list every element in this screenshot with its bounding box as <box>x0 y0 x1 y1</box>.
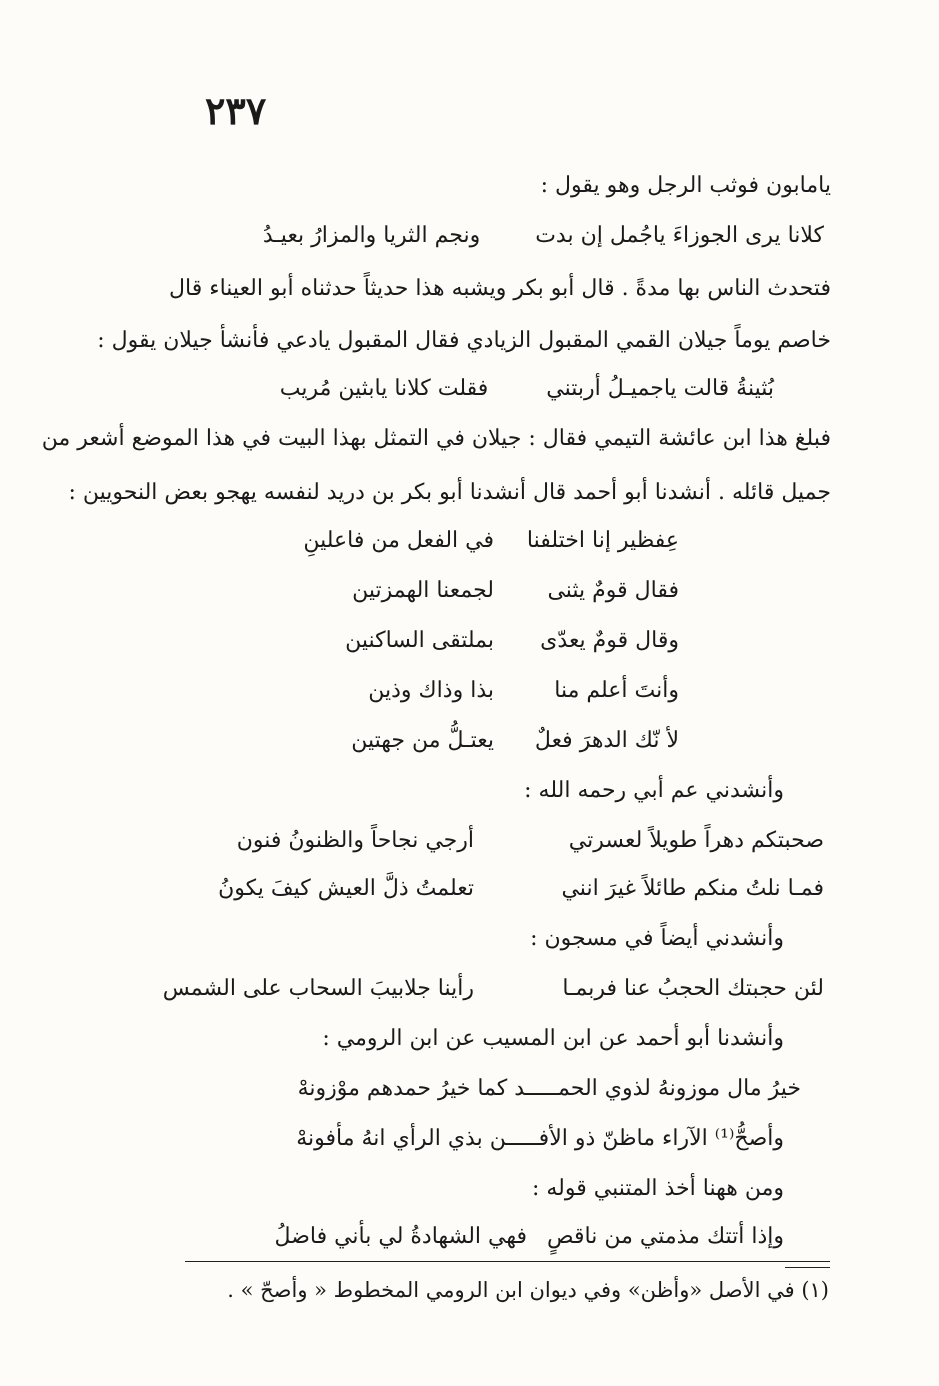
text-line: جميل قائله . أنشدنا أبو أحمد قال أنشدنا أبو بكر بن دريد لنفسه يهجو بعض النحويين : <box>68 480 831 505</box>
verse-line <box>351 730 679 752</box>
footnote-divider-short <box>785 1267 830 1268</box>
verse-hemistich: أرجي نجاحاً والظنونُ فنون <box>236 828 474 853</box>
verse-line: وأصحُّ⁽¹⁾ الآراء ماظنّ ذو الأفـــــن بذي الرأي انهُ مأفونهْ <box>296 1126 784 1151</box>
text-line: يامابون فوثب الرجل وهو يقول : <box>540 173 831 198</box>
verse-hemistich: فقال قومٌ يثنى <box>547 578 679 603</box>
verse-hemistich: فهي الشهادةُ لي بأني فاضلُ <box>274 1224 527 1249</box>
verse-hemistich: لأ نّك الدهرَ فعلٌ <box>534 728 679 753</box>
verse-hemistich: فقلت كلانا يابثين مُريب <box>279 376 489 401</box>
verse-line <box>237 830 824 852</box>
footnote-divider <box>185 1261 830 1262</box>
text-line: خاصم يوماً جيلان القمي المقبول الزيادي فقال المقبول يادعي فأنشأ جيلان يقول : <box>97 328 831 353</box>
text-line: وأنشدنا أبو أحمد عن ابن المسيب عن ابن الرومي : <box>322 1026 784 1051</box>
verse-line <box>352 580 679 602</box>
verse-hemistich: وإذا أتتك مذمتي من ناقصٍ <box>547 1224 784 1249</box>
verse-line <box>263 225 824 247</box>
verse-line <box>303 530 679 552</box>
verse-line <box>218 878 824 900</box>
verse-hemistich: وقال قومٌ يعدّى <box>540 628 679 653</box>
verse-line: خيرُ مال موزونهُ لذوي الحمـــــد كما خيرُ حمدهم موْزونهْ <box>297 1076 801 1101</box>
verse-hemistich: وأنتَ أعلم منا <box>554 678 679 703</box>
verse-hemistich: يعتـلُّ من جهتين <box>351 728 494 753</box>
text-line: وأنشدني أيضاً في مسجون : <box>530 926 784 951</box>
verse-hemistich: بذا وذاك وذين <box>368 678 494 703</box>
verse-hemistich: لجمعنا الهمزتين <box>352 578 494 603</box>
verse-line <box>280 378 774 400</box>
verse-hemistich: رأينا جلابيبَ السحاب على الشمس <box>162 976 474 1001</box>
verse-hemistich: بملتقى الساكنين <box>345 628 494 653</box>
footnote: (١) في الأصل «وأظن» وفي ديوان ابن الرومي المخطوط « وأصحّ » . <box>227 1278 829 1302</box>
verse-hemistich: في الفعل من فاعلينِ <box>303 528 494 553</box>
text-line: ومن ههنا أخذ المتنبي قوله : <box>531 1176 784 1201</box>
verse-hemistich: تعلمتُ ذلَّ العيش كيفَ يكونُ <box>218 876 474 901</box>
text-line: فتحدث الناس بها مدةً . قال أبو بكر ويشبه هذا حديثاً حدثناه أبو العيناء قال <box>169 276 831 301</box>
verse-hemistich: بُثينةُ قالت ياجميـلُ أربتني <box>546 376 774 401</box>
verse-hemistich: عِفظير إنا اختلفنا <box>526 528 679 553</box>
verse-line <box>275 1226 784 1248</box>
verse-line <box>345 630 679 652</box>
verse-hemistich: كلانا يرى الجوزاءَ ياجُمل إن بدت <box>535 223 824 248</box>
page-number: ٢٣٧ <box>205 88 267 133</box>
verse-line <box>163 978 824 1000</box>
text-line: وأنشدني عم أبي رحمه الله : <box>524 778 784 803</box>
verse-hemistich: فمـا نلتُ منكم طائلاً غيرَ انني <box>561 876 824 901</box>
verse-hemistich: ونجم الثريا والمزارُ بعيـدُ <box>262 223 481 248</box>
verse-hemistich: لئن حجبتك الحجبُ عنا فربمـا <box>562 976 824 1001</box>
verse-hemistich: صحبتكم دهراً طويلاً لعسرتي <box>568 828 824 853</box>
text-line: فبلغ هذا ابن عائشة التيمي فقال : جيلان في التمثل بهذا البيت في هذا الموضع أشعر من <box>41 426 831 451</box>
verse-line <box>368 680 679 702</box>
